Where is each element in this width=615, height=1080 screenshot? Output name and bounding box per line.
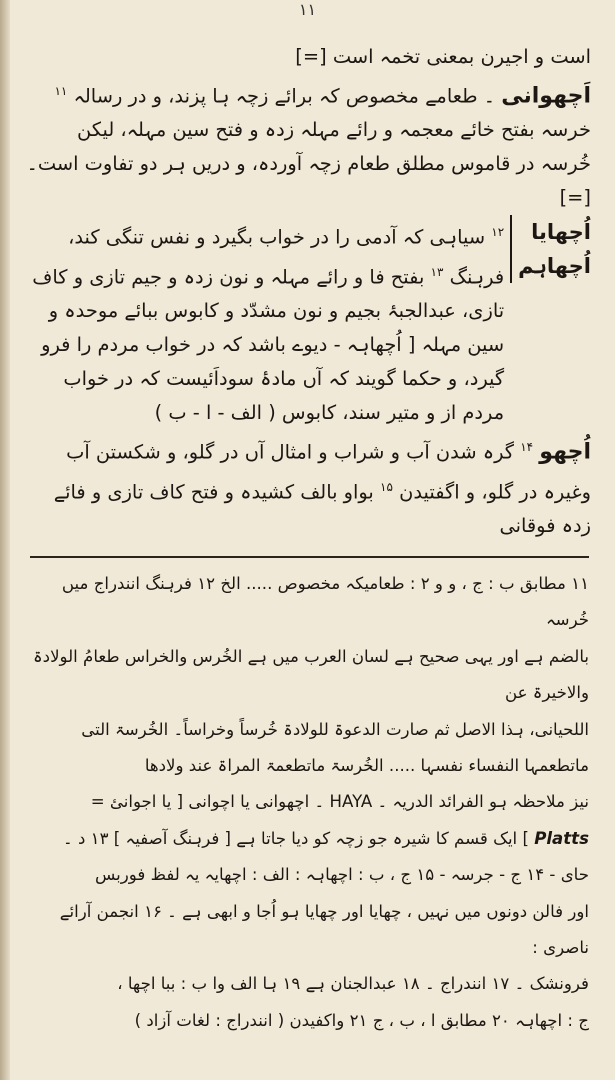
- footnote-line: اللحیانی، ہذا الاصل ثم صارت الدعوۃ للولادۃ خُرساً وخراساً۔ الخُرسۃ التی: [81, 719, 589, 739]
- page-edge: [0, 0, 10, 1080]
- footnote-line: ۱۱ مطابق ب : ج ، و و ۲ : طعامیکہ مخصوص ..... الخ ۱۲ فرہنگ انندراج میں خُرسہ: [61, 574, 589, 630]
- footnote-ref: ۱۱: [54, 84, 68, 98]
- latin-word-platts: Platts: [534, 828, 589, 848]
- headword-uchhaham: اُچھاہم: [518, 254, 591, 279]
- footnote-ref: ۱۳: [430, 264, 444, 279]
- footnote-line: ماتطعمہا النفساء نفسہا ..... الخُرسۃ ماتطعمۃ المراۃ عند ولادھا: [144, 756, 589, 776]
- footnote-line: اور فالن دونوں میں نہیں ، چھایا اور چھایا ہو اُجا و ابھی ہے ۔ ۱۶ انجمن آرائے ناصری :: [59, 901, 589, 958]
- line-1: است و اجیرن بمعنی تخمہ است [=]: [295, 45, 591, 68]
- footnote-ref: ۱۵: [380, 479, 393, 494]
- footnotes: [26, 566, 589, 1039]
- footnote-ref: ۱۴: [520, 440, 534, 455]
- headword-uchhu: اُچھو: [539, 439, 591, 465]
- footnote-line: حاى - ۱۴ ج - جرسہ - ۱۵ ج ، ب : اچھاہہ : الف : اچھایہ یہ لفظ فوربس: [95, 865, 589, 885]
- footnote-ref: ۱۲: [491, 225, 505, 240]
- entry-2: [26, 215, 591, 430]
- entry-2-text: $^{۱۲}$ سیاہی کہ آدمی را در خواب بگیرد و نفس تنگی کند، فرہنگ $^{۱۳}$ بفتح فا و رائے مہلہ و نون زدہ و جیم تازی و کاف تازی، عبدالجبۂ بجیم و نون مشدّد و کابوس ببائے موحدہ و سین مہلہ [ اُچھاہہ - دیوے باشد کہ در خواب مردم را فرو گیرد، و حکما گویند کہ آں مادۂ سوداَئیست کہ در خواب مردم از و متیر سند، کابوس ( الف - ا - ب ): [32, 225, 505, 425]
- footnote-line: نیز ملاحظہ ہو الفرائد الدریہ ۔ HAYA ۔ اچھوانی یا اچوانی [ یا اجوانئ =: [90, 792, 589, 812]
- headword-uchhaya: اُچھایا: [531, 220, 591, 245]
- footnote-divider: [30, 556, 589, 558]
- entry-1: اَچھوانی ۔ طعامے مخصوص کہ برائے زچہ ہا پزند، و در رسالہ $^{۱۱}$ خرسہ بفتح خائے معجمہ و رائے مہلہ زدہ و فتح سین مہلہ، لیکن خُرسہ در قاموس مطلق طعام زچہ آوردہ، و دریں ہر دو تفاوت است۔ [=]: [26, 83, 591, 210]
- footnote-line: Platts ] ایک قسم کا شیرہ جو زچہ کو دیا جاتا ہے [ فرہنگ آصفیہ ] ۱۳ د ۔: [62, 828, 589, 848]
- main-text: [26, 40, 591, 543]
- footnote-line: ج : اچھاہہ ۲۰ مطابق ا ، ب ، ج ۲۱ واکفیدن ( انندراج : لغات آزاد ): [134, 1010, 589, 1030]
- headword-achhwani: اَچھوانی: [501, 83, 591, 109]
- entry-3: اُچھو $^{۱۴}$ گرہ شدن آب و شراب و امثال آں در گلو، و شکستن آب وغیرہ در گلو، و اگفتیدن $^{۱۵}$ بواو بالف کشیدہ و فتح کاف تازی و فائے زدہ فوقانی: [53, 439, 591, 538]
- page-number: ۱۱: [298, 0, 317, 19]
- headword-variants: [510, 215, 591, 283]
- footnote-line: بالضم ہے اور یہی صحیح ہے لسان العرب میں ہے الخُرس والخراس طعامُ الولادۃ والاخیرۃ عن: [32, 646, 589, 703]
- footnote-line: فرونشک ۔ ۱۷ انندراج ۔ ۱۸ عبدالجنان ہے ۱۹ ہا الف وا ب : ببا اچھا ،: [117, 974, 589, 994]
